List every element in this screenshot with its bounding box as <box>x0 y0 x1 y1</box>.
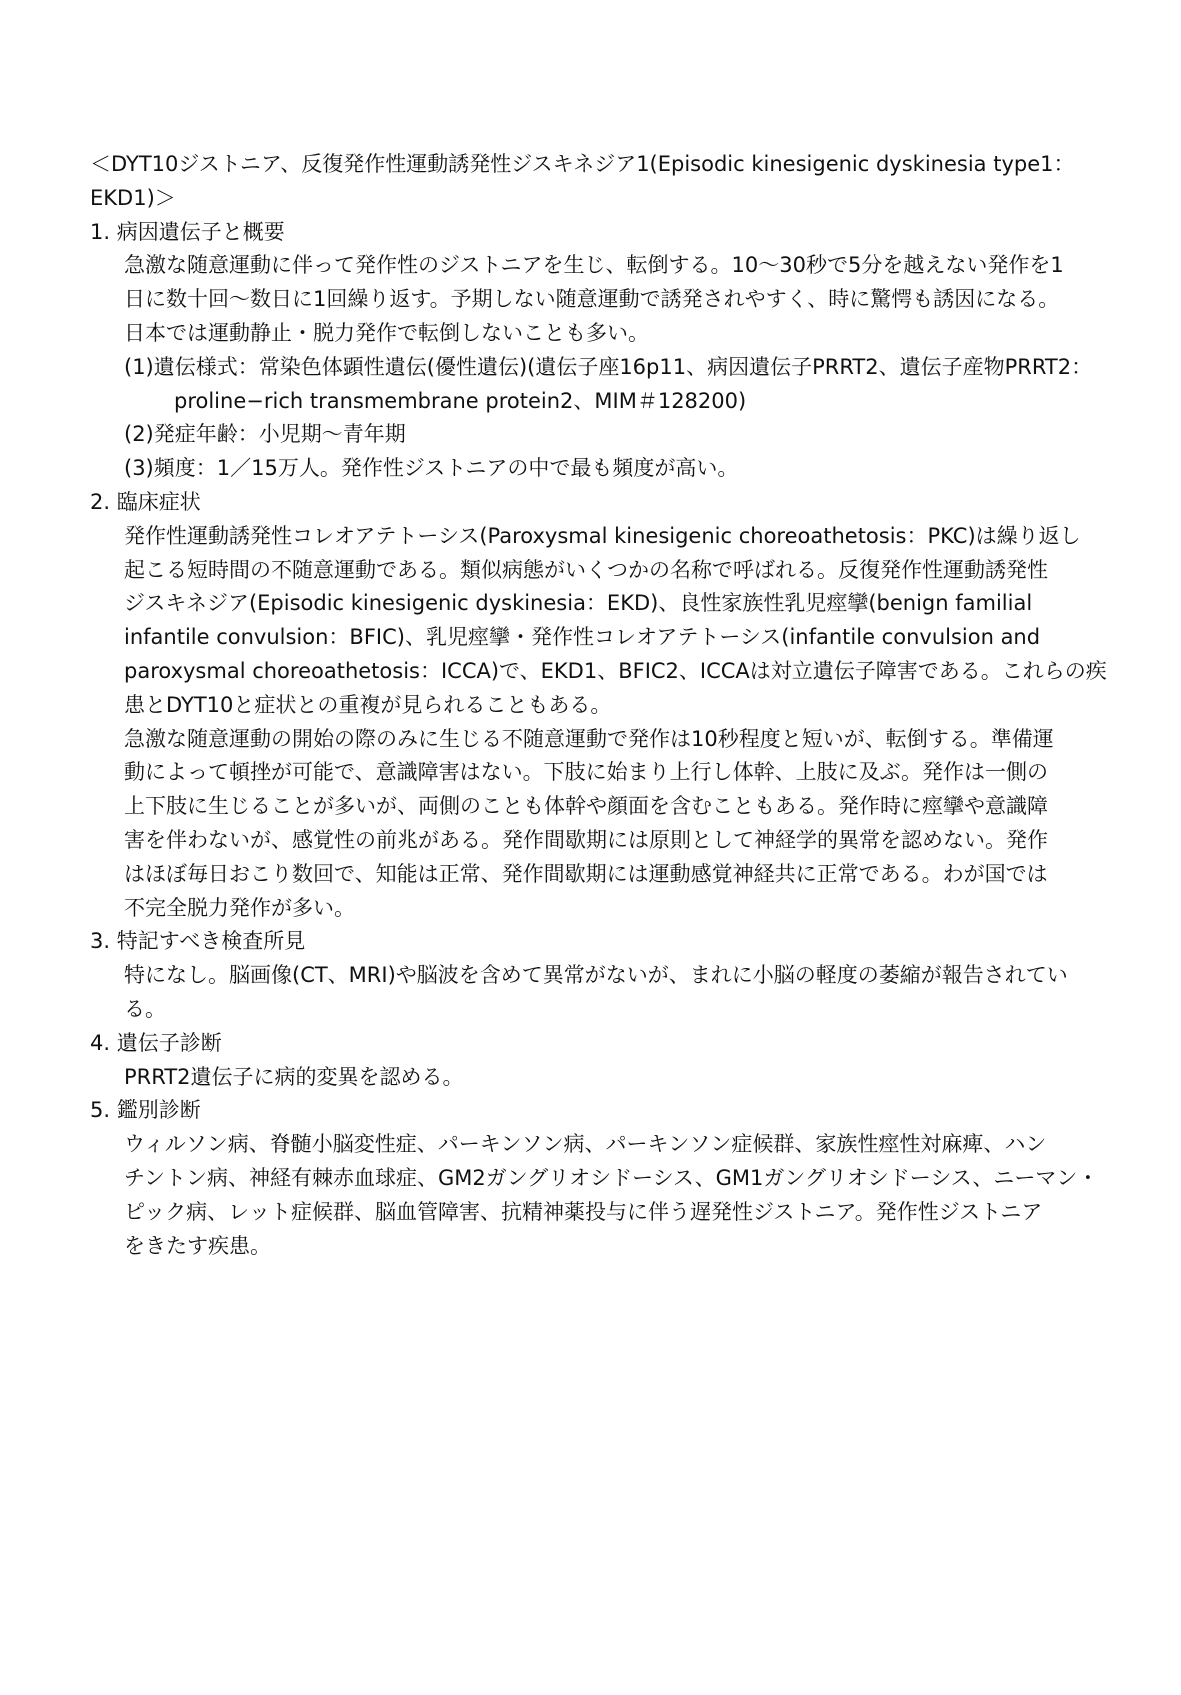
paragraph-line: (1)遺伝様式：常染色体顕性遺伝(優性遺伝)(遺伝子座16p11、病因遺伝子PRRT2、遺伝子産物PRRT2： <box>124 354 1093 379</box>
paragraph-line: 日本では運動静止・脱力発作で転倒しないことも多い。 <box>124 320 649 345</box>
section-heading: 5. 鑑別診断 <box>90 1098 201 1123</box>
paragraph-line: 上下肢に生じることが多いが、両側のことも体幹や顔面を含むこともある。発作時に痙攣や意識障 <box>124 794 1048 819</box>
paragraph-line: 患とDYT10と症状との重複が見られることもある。 <box>124 692 612 717</box>
paragraph-line: はほぼ毎日おこり数回で、知能は正常、発作間歇期には運動感覚神経共に正常である。わが国では <box>124 861 1048 886</box>
section-heading: 2. 臨床症状 <box>90 489 201 514</box>
section-heading: 1. 病因遺伝子と概要 <box>90 219 285 244</box>
paragraph-line: (2)発症年齢：小児期〜青年期 <box>124 422 406 447</box>
document-title: EKD1)＞ <box>90 185 176 210</box>
paragraph-line: PRRT2遺伝子に病的変異を認める。 <box>124 1064 464 1089</box>
paragraph-line: 起こる短時間の不随意運動である。類似病態がいくつかの名称で呼ばれる。反復発作性運動誘発性 <box>124 557 1048 582</box>
paragraph-line: ウィルソン病、脊髄小脳変性症、パーキンソン病、パーキンソン症候群、家族性痙性対麻痺、ハン <box>124 1132 1047 1157</box>
paragraph-line: をきたす疾患。 <box>124 1233 271 1258</box>
paragraph-line: チントン病、神経有棘赤血球症、GM2ガングリオシドーシス、GM1ガングリオシドーシス、ニーマン・ <box>124 1165 1099 1190</box>
paragraph-line: 発作性運動誘発性コレオアテトーシス(Paroxysmal kinesigenic choreoathetosis：PKC)は繰り返し <box>124 523 1081 548</box>
document-title: ＜DYT10ジストニア、反復発作性運動誘発性ジスキネジア1(Episodic kinesigenic dyskinesia type1： <box>90 152 1075 176</box>
paragraph-line: ピック病、レット症候群、脳血管障害、抗精神薬投与に伴う遅発性ジストニア。発作性ジストニア <box>124 1199 1043 1224</box>
paragraph-line: 不完全脱力発作が多い。 <box>124 895 355 920</box>
paragraph-line: 急激な随意運動に伴って発作性のジストニアを生じ、転倒する。10〜30秒で5分を越えない発作を1 <box>124 253 1064 278</box>
paragraph-line: paroxysmal choreoathetosis：ICCA)で、EKD1、BFIC2、ICCAは対立遺伝子障害である。これらの疾 <box>124 658 1107 683</box>
section-heading: 3. 特記すべき検査所見 <box>90 929 306 954</box>
paragraph-line: 急激な随意運動の開始の際のみに生じる不随意運動で発作は10秒程度と短いが、転倒する。準備運 <box>124 726 1054 751</box>
paragraph-line: proline−rich transmembrane protein2、MIM＃128200) <box>174 388 747 413</box>
document-body <box>90 148 1107 1263</box>
paragraph-line: 動によって頓挫が可能で、意識障害はない。下肢に始まり上行し体幹、上肢に及ぶ。発作は一側の <box>124 760 1048 785</box>
paragraph-line: 害を伴わないが、感覚性の前兆がある。発作間歇期には原則として神経学的異常を認めない。発作 <box>124 827 1048 852</box>
paragraph-line: infantile convulsion：BFIC)、乳児痙攣・発作性コレオアテトーシス(infantile convulsion and <box>124 625 1041 650</box>
paragraph-line: 日に数十回〜数日に1回繰り返す。予期しない随意運動で誘発されやすく、時に驚愕も誘因になる。 <box>124 287 1060 312</box>
paragraph-line: ジスキネジア(Episodic kinesigenic dyskinesia：EKD)、良性家族性乳児痙攣(benign familial <box>124 591 1033 616</box>
paragraph-line: (3)頻度：1／15万人。発作性ジストニアの中で最も頻度が高い。 <box>124 456 739 481</box>
section-heading: 4. 遺伝子診断 <box>90 1030 222 1055</box>
paragraph-line: 特になし。脳画像(CT、MRI)や脳波を含めて異常がないが、まれに小脳の軽度の萎縮が報告されてい <box>124 963 1068 988</box>
paragraph-line: る。 <box>124 996 166 1021</box>
